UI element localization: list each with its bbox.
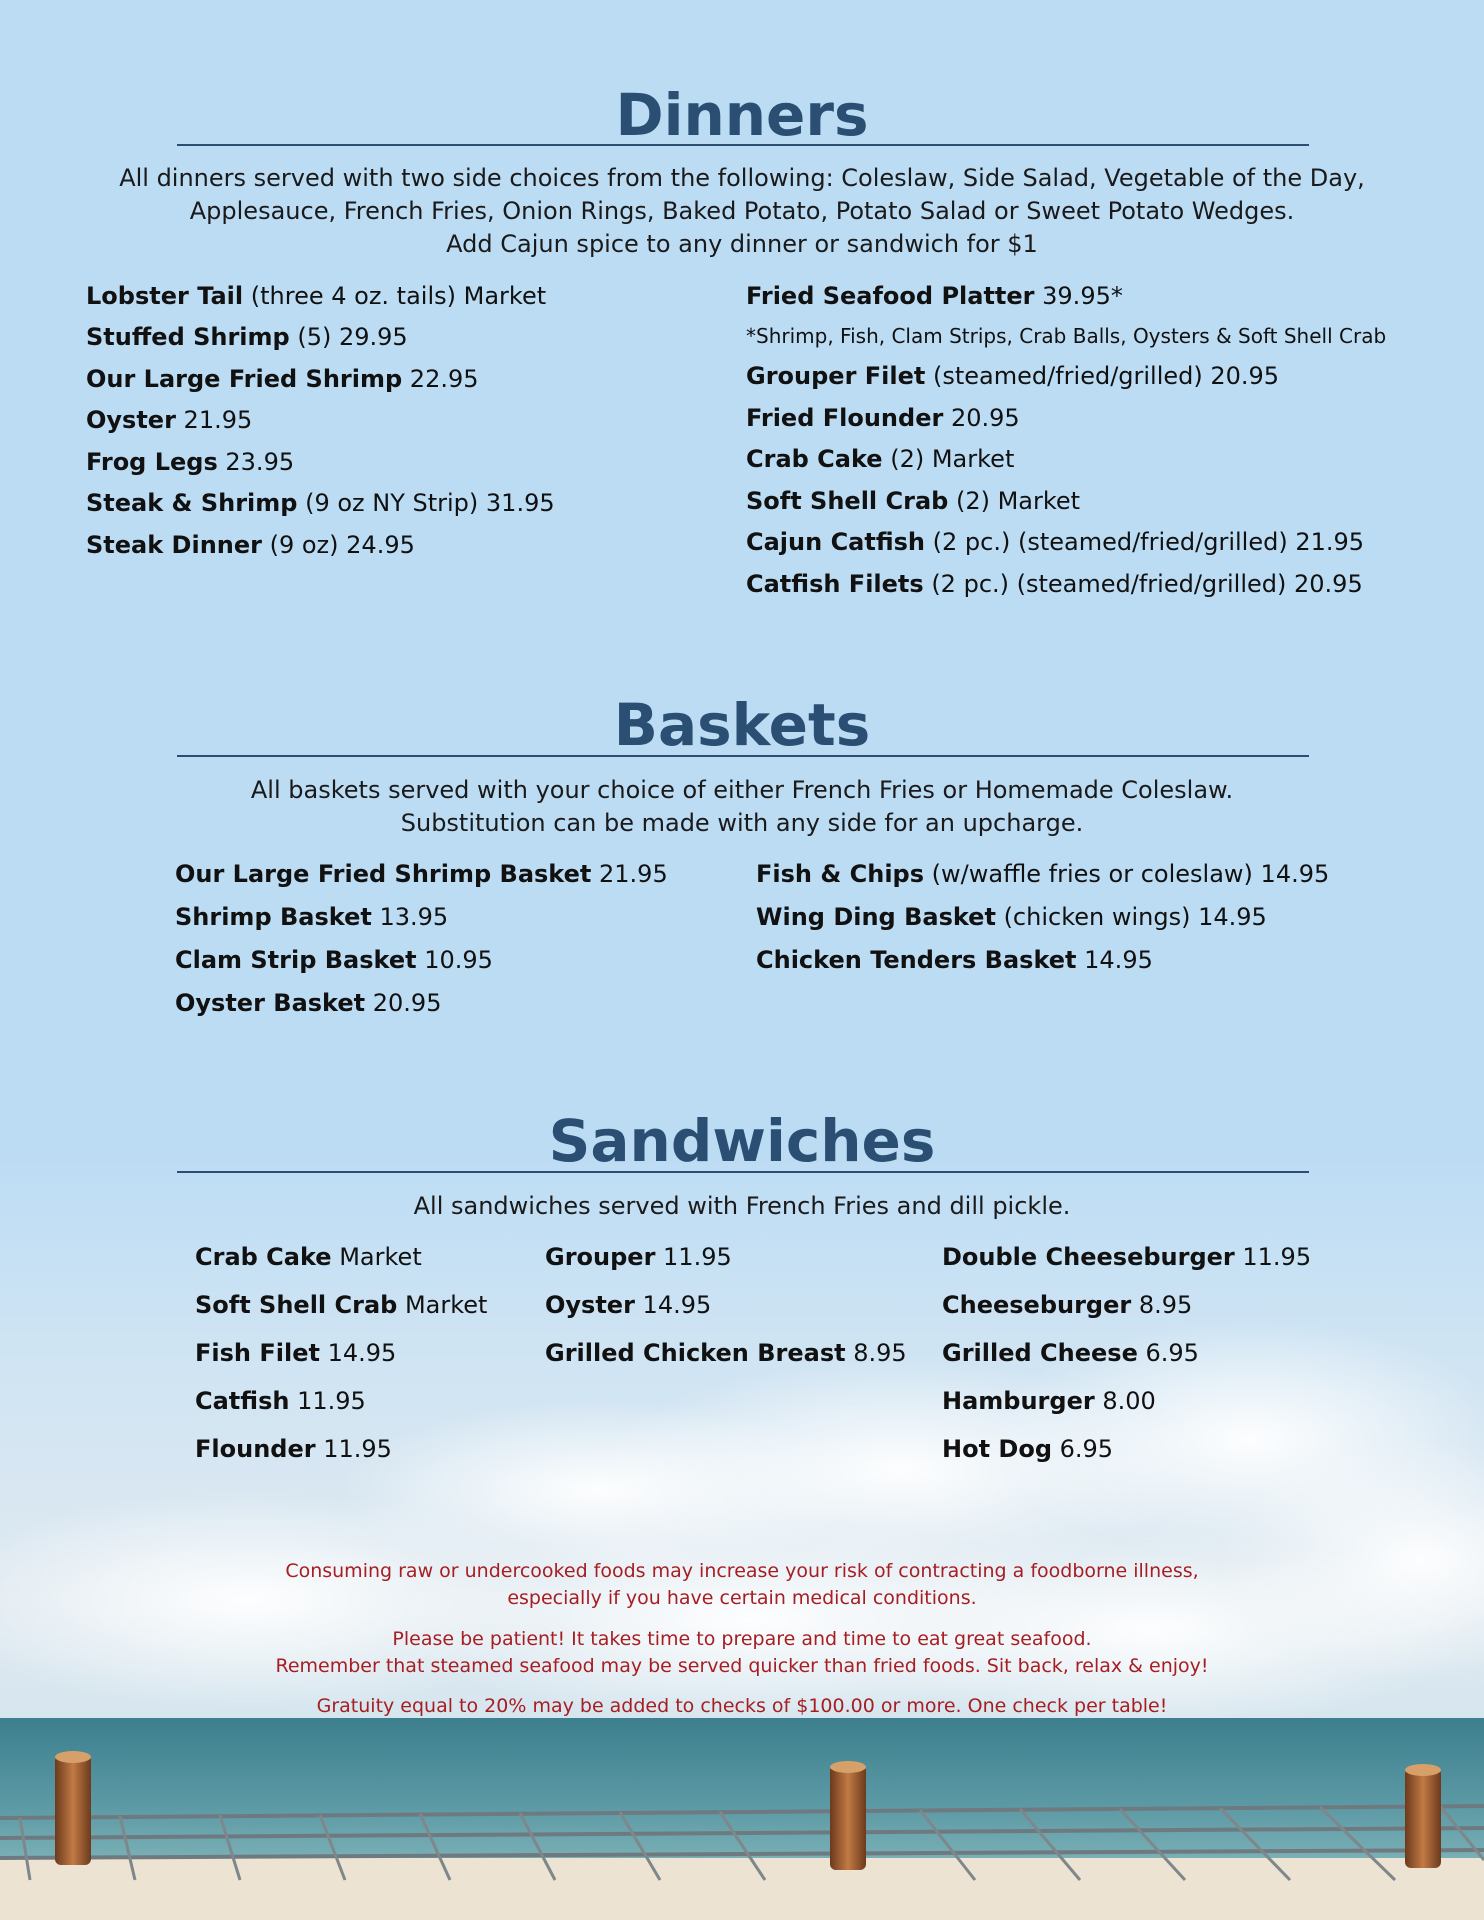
baskets-intro: [60, 774, 1424, 840]
item-name: Lobster Tail: [86, 282, 244, 310]
item-name: Crab Cake: [195, 1243, 332, 1271]
item-name: Soft Shell Crab: [746, 487, 949, 515]
menu-item: [86, 447, 294, 477]
notice-line: Please be patient! It takes time to prepare and time to eat great seafood.: [392, 1628, 1092, 1650]
dinners-rule: [177, 144, 1309, 146]
gratuity-notice: [80, 1693, 1404, 1720]
item-name: Catfish: [195, 1387, 290, 1415]
notice-line: Remember that steamed seafood may be served quicker than fried foods. Sit back, relax & enjoy!: [275, 1655, 1209, 1677]
menu-item: [175, 859, 668, 889]
item-detail: 23.95: [217, 448, 295, 476]
item-name: Cheeseburger: [942, 1291, 1132, 1319]
item-name: Oyster: [86, 406, 176, 434]
item-name: Fried Flounder: [746, 404, 944, 432]
menu-item: [746, 569, 1363, 599]
baskets-rule: [177, 755, 1309, 757]
notice-line: especially if you have certain medical conditions.: [507, 1587, 977, 1609]
item-detail: 11.95: [1234, 1243, 1312, 1271]
item-detail: 39.95*: [1034, 282, 1123, 310]
item-name: Grouper Filet: [746, 362, 926, 390]
dinners-intro-line: Applesauce, French Fries, Onion Rings, Baked Potato, Potato Salad or Sweet Potato Wedges.: [189, 197, 1295, 225]
item-detail: (w/waffle fries or coleslaw) 14.95: [924, 860, 1330, 888]
item-detail: 21.95: [175, 406, 253, 434]
menu-item: [195, 1434, 392, 1464]
item-detail: Market: [331, 1243, 422, 1271]
item-name: Steak & Shrimp: [86, 489, 298, 517]
item-detail: 20.95: [943, 404, 1020, 432]
item-detail: 11.95: [289, 1387, 366, 1415]
item-detail: *Shrimp, Fish, Clam Strips, Crab Balls, Oysters & Soft Shell Crab: [746, 324, 1387, 348]
menu-item: [175, 902, 448, 932]
baskets-intro-line: All baskets served with your choice of either French Fries or Homemade Coleslaw.: [250, 776, 1234, 804]
menu-item: [746, 444, 1014, 474]
item-detail: 8.95: [845, 1339, 907, 1367]
item-name: Catfish Filets: [746, 570, 924, 598]
item-name: Hamburger: [942, 1387, 1095, 1415]
item-detail: 11.95: [315, 1435, 392, 1463]
item-name: Oyster Basket: [175, 989, 366, 1017]
baskets-title: Baskets: [613, 691, 871, 759]
item-detail: 10.95: [416, 946, 493, 974]
notice-line: Consuming raw or undercooked foods may increase your risk of contracting a foodborne illness,: [285, 1560, 1199, 1582]
dinners-intro: [60, 162, 1424, 261]
menu-item: [86, 530, 415, 560]
item-detail: (9 oz NY Strip) 31.95: [297, 489, 555, 517]
item-detail: 22.95: [402, 365, 479, 393]
dinners-intro-line: Add Cajun spice to any dinner or sandwich for $1: [446, 230, 1038, 258]
item-name: Soft Shell Crab: [195, 1291, 398, 1319]
item-detail: 11.95: [655, 1243, 732, 1271]
item-name: Chicken Tenders Basket: [756, 946, 1077, 974]
baskets-intro-line: Substitution can be made with any side for an upcharge.: [400, 809, 1084, 837]
item-name: Clam Strip Basket: [175, 946, 417, 974]
menu-item: [942, 1338, 1199, 1368]
menu-item: [86, 364, 479, 394]
item-detail: Market: [397, 1291, 488, 1319]
item-name: Hot Dog: [942, 1435, 1052, 1463]
item-name: Wing Ding Basket: [756, 903, 996, 931]
item-detail: 14.95: [319, 1339, 397, 1367]
item-name: Our Large Fried Shrimp: [86, 365, 403, 393]
item-name: Frog Legs: [86, 448, 218, 476]
item-detail: 14.95: [1076, 946, 1153, 974]
item-detail: 8.00: [1094, 1387, 1156, 1415]
item-detail: 21.95: [591, 860, 668, 888]
menu-item: [746, 361, 1279, 391]
menu-item: [195, 1386, 366, 1416]
sandwiches-rule: [177, 1171, 1309, 1173]
item-detail: (2) Market: [882, 445, 1015, 473]
dinners-intro-line: All dinners served with two side choices from the following: Coleslaw, Side Salad, Vegetable of the Day,: [119, 164, 1365, 192]
item-detail: (5) 29.95: [289, 323, 408, 351]
beach: [0, 1858, 1484, 1920]
item-detail: 13.95: [371, 903, 449, 931]
patience-notice: [80, 1626, 1404, 1680]
sandwiches-intro-line: All sandwiches served with French Fries and dill pickle.: [413, 1192, 1071, 1220]
menu-item: [545, 1338, 907, 1368]
menu-item: [746, 281, 1123, 311]
menu-item: [86, 281, 546, 311]
menu-item: [195, 1338, 396, 1368]
menu-item: [175, 988, 441, 1018]
item-name: Grilled Cheese: [942, 1339, 1138, 1367]
menu-item: [942, 1290, 1192, 1320]
item-name: Fish & Chips: [756, 860, 925, 888]
item-detail: 6.95: [1137, 1339, 1199, 1367]
item-detail: 20.95: [365, 989, 442, 1017]
menu-item: [86, 322, 408, 352]
food-safety-notice: [80, 1558, 1404, 1612]
item-detail: (2) Market: [948, 487, 1081, 515]
sandwiches-intro: [60, 1190, 1424, 1223]
item-detail: 6.95: [1052, 1435, 1114, 1463]
menu-item: [756, 945, 1153, 975]
menu-item: [545, 1242, 732, 1272]
menu-item: [746, 527, 1364, 557]
sandwiches-title: Sandwiches: [548, 1107, 936, 1175]
platter-note: [746, 321, 1386, 351]
item-name: Crab Cake: [746, 445, 883, 473]
menu-item: [86, 405, 252, 435]
item-name: Flounder: [195, 1435, 316, 1463]
menu-item: [942, 1242, 1311, 1272]
item-name: Grouper: [545, 1243, 656, 1271]
item-detail: 14.95: [634, 1291, 712, 1319]
menu-item: [756, 902, 1267, 932]
menu-item: [86, 488, 555, 518]
item-name: Double Cheeseburger: [942, 1243, 1235, 1271]
item-name: Steak Dinner: [86, 531, 262, 559]
menu-item: [545, 1290, 711, 1320]
item-detail: 8.95: [1131, 1291, 1193, 1319]
item-name: Shrimp Basket: [175, 903, 372, 931]
item-name: Oyster: [545, 1291, 635, 1319]
item-name: Fried Seafood Platter: [746, 282, 1035, 310]
menu-item: [942, 1386, 1156, 1416]
menu-item: [746, 403, 1020, 433]
item-name: Cajun Catfish: [746, 528, 926, 556]
item-name: Fish Filet: [195, 1339, 320, 1367]
menu-item: [942, 1434, 1113, 1464]
menu-item: [746, 486, 1080, 516]
menu-item: [195, 1242, 422, 1272]
item-detail: (2 pc.) (steamed/fried/grilled) 20.95: [923, 570, 1363, 598]
item-detail: (2 pc.) (steamed/fried/grilled) 21.95: [925, 528, 1365, 556]
item-detail: (9 oz) 24.95: [261, 531, 415, 559]
item-name: Grilled Chicken Breast: [545, 1339, 846, 1367]
item-name: Stuffed Shrimp: [86, 323, 290, 351]
notice-line: Gratuity equal to 20% may be added to checks of $100.00 or more. One check per table!: [316, 1695, 1168, 1717]
menu-item: [175, 945, 493, 975]
menu-item: [195, 1290, 487, 1320]
item-detail: (chicken wings) 14.95: [995, 903, 1267, 931]
item-name: Our Large Fried Shrimp Basket: [175, 860, 592, 888]
menu-item: [756, 859, 1329, 889]
item-detail: (steamed/fried/grilled) 20.95: [925, 362, 1280, 390]
dinners-title: Dinners: [615, 81, 869, 149]
item-detail: (three 4 oz. tails) Market: [243, 282, 547, 310]
